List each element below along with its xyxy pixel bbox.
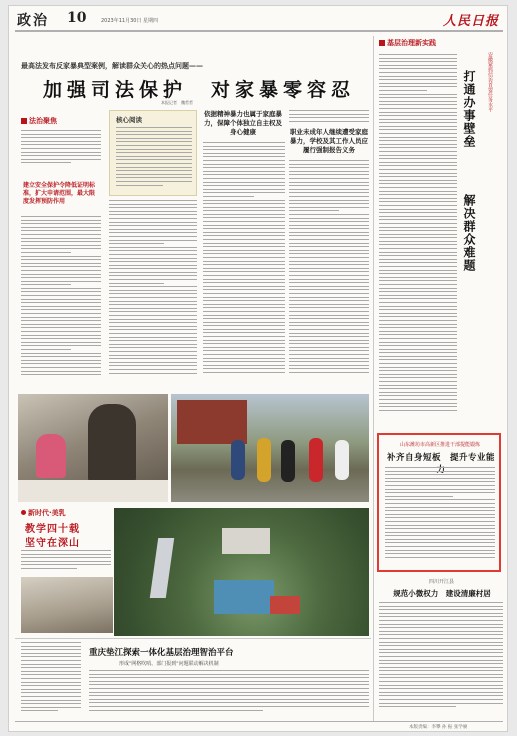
new-era-label: 新时代·美乳 xyxy=(21,508,66,518)
law-focus-text xyxy=(21,130,101,178)
lead-byline: 本报记者 魏哲哲 xyxy=(161,100,193,105)
highlight-story-box[interactable] xyxy=(377,433,501,572)
bottom-body xyxy=(89,670,369,718)
small-item-headline: 规范小微权力 建设清廉村居 xyxy=(393,589,491,598)
mid-column-2-body xyxy=(203,142,285,386)
section-marker-icon xyxy=(21,118,27,124)
core-reading-label: 核心阅读 xyxy=(116,116,142,124)
mid-column-3-top xyxy=(289,110,369,124)
new-era-headline-1: 教学四十载 xyxy=(25,524,80,535)
section-dot-icon xyxy=(21,510,26,515)
highlight-body xyxy=(385,467,495,567)
mid-subhead-1: 依据精神暴力也属于家庭暴力，保障个体独立自主权及身心健康 xyxy=(204,110,282,136)
bottom-headline: 重庆垫江探索一体化基层治理智治平台 xyxy=(89,648,234,658)
left-red-subhead: 建立安全保护令降低证明标准，扩大申请范围，最大限度发挥预防作用 xyxy=(23,182,96,205)
right-title-1: 打通办事壁垒 xyxy=(462,70,476,148)
core-reading-box xyxy=(109,110,197,196)
small-item-label: 四川开江县 xyxy=(429,579,455,585)
mid-column-1-body xyxy=(109,200,197,386)
page-number: 10 xyxy=(67,10,87,26)
greenhouse xyxy=(150,538,174,598)
teacher-figure xyxy=(88,404,136,484)
new-era-headline-2: 坚守在深山 xyxy=(25,538,80,549)
mid-subhead-2: 职业未成年人继续遭受家庭暴力，学校及其工作人员应履行强制报告义务 xyxy=(290,128,368,154)
child-figure xyxy=(36,434,66,478)
lead-headline: 加强司法保护 对家暴零容忍 xyxy=(43,79,356,101)
section-marker-icon xyxy=(379,40,385,46)
right-column-body xyxy=(379,54,457,430)
footer-credit: 本版责编：李攀 孙 振 张学赓 xyxy=(409,725,468,730)
law-focus-label: 法治聚焦 xyxy=(21,116,57,126)
new-era-body-top xyxy=(21,550,111,574)
bottom-left-body xyxy=(21,642,81,718)
photo-teacher-student xyxy=(18,394,168,502)
lead-kicker: 最高法发布反家暴典型案例，解读群众关心的热点问题—— xyxy=(21,61,203,70)
highlight-headline: 补齐自身短板 提升专业能 xyxy=(386,453,495,463)
right-kicker: 安徽紧抓信访首要任务水平 xyxy=(487,52,493,112)
sports-court xyxy=(214,580,274,614)
masthead xyxy=(15,10,503,32)
desk-surface xyxy=(18,480,168,502)
school-building xyxy=(177,400,247,444)
right-title-2: 解决群众难题 xyxy=(462,194,476,272)
bottom-subhead: 形成"网格吹哨、部门报到"问题联动解决机制 xyxy=(119,661,219,667)
issue-date: 2023年11月30日 星期四 xyxy=(101,18,159,24)
section-name: 政治 xyxy=(17,13,49,29)
photo-school-children xyxy=(171,394,369,502)
left-column-body xyxy=(21,216,101,386)
bottom-divider xyxy=(15,638,371,639)
grassroots-label: 基层治理新实践 xyxy=(379,38,436,48)
highlight-kicker: 山东潍坊市高新区推进干部提能锻炼 xyxy=(399,442,480,448)
mid-column-3-body xyxy=(289,160,369,386)
newspaper-page xyxy=(8,5,508,732)
newspaper-logo: 人民日报 xyxy=(442,14,499,29)
photo-aerial-village xyxy=(114,508,369,636)
track-field xyxy=(270,596,300,614)
small-item-body xyxy=(379,602,503,718)
column-divider xyxy=(373,36,374,721)
photo-mountain-school xyxy=(21,577,113,633)
building xyxy=(222,528,270,554)
footer-rule xyxy=(15,721,503,722)
